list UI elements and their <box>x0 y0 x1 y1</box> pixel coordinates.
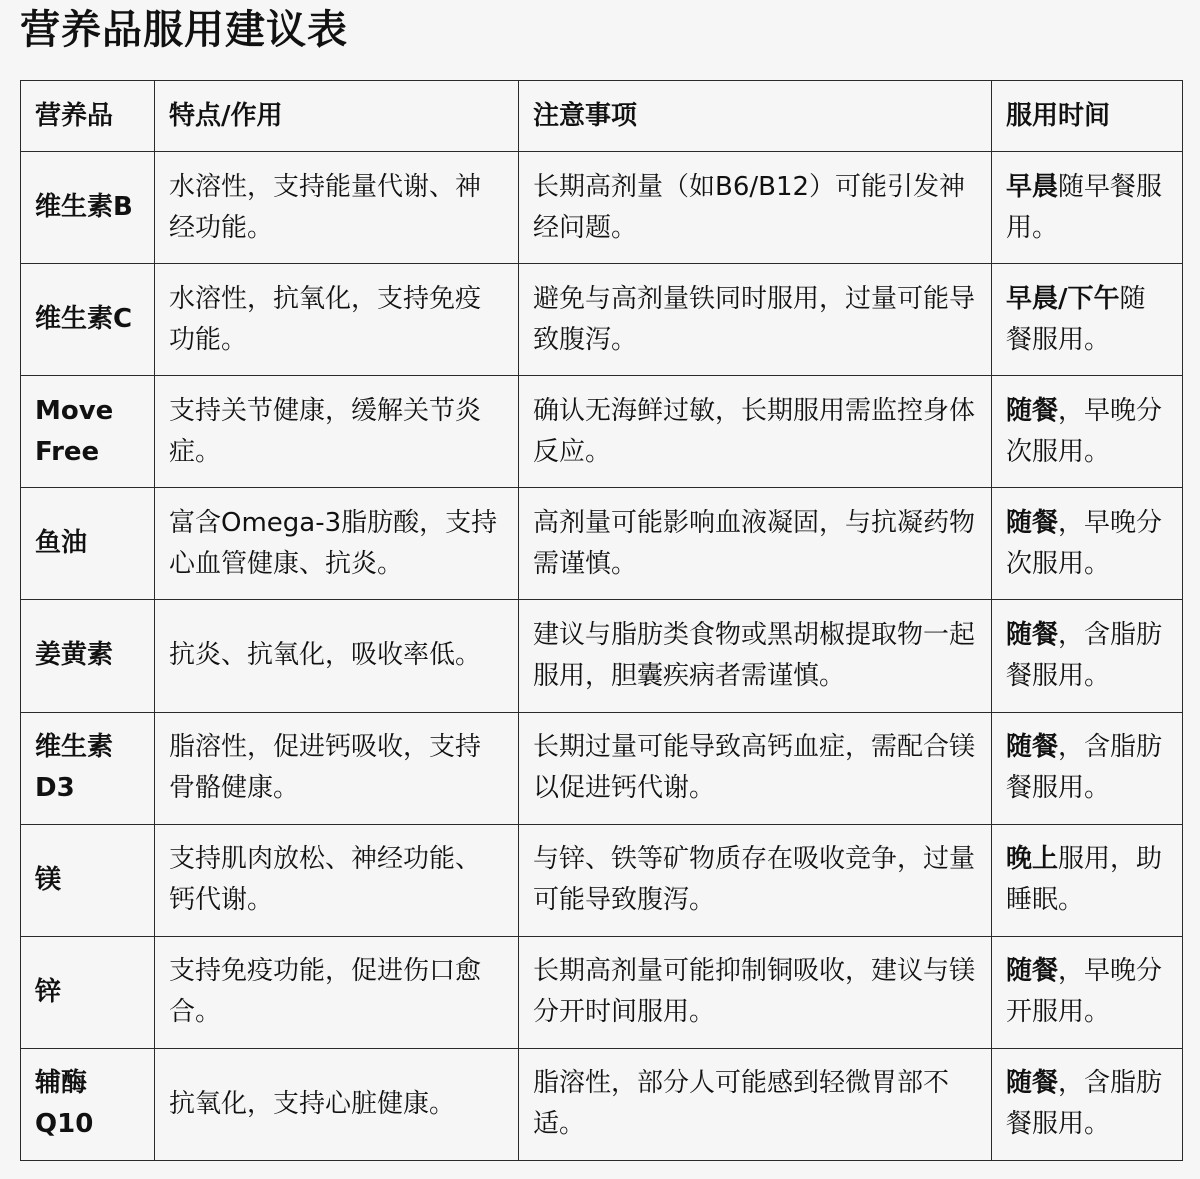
caution-cell: 与锌、铁等矿物质存在吸收竞争，过量可能导致腹泻。 <box>519 824 992 936</box>
supplement-name: 辅酶Q10 <box>21 1048 155 1160</box>
timing-detail: ，早晚分次服用。 <box>1006 395 1163 467</box>
timing-cell <box>992 712 1183 824</box>
feature-cell: 脂溶性，促进钙吸收，支持骨骼健康。 <box>155 712 519 824</box>
supplement-name: 维生素B <box>21 152 155 264</box>
timing-detail: ，含脂肪餐服用。 <box>1006 732 1163 804</box>
feature-cell: 支持免疫功能，促进伤口愈合。 <box>155 936 519 1048</box>
feature-cell: 水溶性，支持能量代谢、神经功能。 <box>155 152 519 264</box>
timing-detail: ，早晚分开服用。 <box>1006 956 1163 1028</box>
table-row <box>21 488 1183 600</box>
timing-cell <box>992 1048 1183 1160</box>
table-row <box>21 152 1183 264</box>
timing-detail: 随早餐服用。 <box>1006 171 1163 243</box>
supplement-table <box>20 80 1183 1161</box>
feature-cell: 水溶性，抗氧化，支持免疫功能。 <box>155 264 519 376</box>
timing-highlight: 早晨 <box>1006 171 1059 202</box>
caution-cell: 长期过量可能导致高钙血症，需配合镁以促进钙代谢。 <box>519 712 992 824</box>
timing-cell <box>992 600 1183 712</box>
caution-cell: 确认无海鲜过敏，长期服用需监控身体反应。 <box>519 376 992 488</box>
supplement-name: Move Free <box>21 376 155 488</box>
timing-detail: 服用，助睡眠。 <box>1006 844 1163 916</box>
supplement-name: 姜黄素 <box>21 600 155 712</box>
caution-cell: 建议与脂肪类食物或黑胡椒提取物一起服用，胆囊疾病者需谨慎。 <box>519 600 992 712</box>
table-row <box>21 824 1183 936</box>
table-row <box>21 1048 1183 1160</box>
table-row <box>21 600 1183 712</box>
timing-highlight: 晚上 <box>1006 844 1059 875</box>
timing-highlight: 随餐 <box>1006 619 1059 650</box>
feature-cell: 抗氧化，支持心脏健康。 <box>155 1048 519 1160</box>
timing-cell <box>992 376 1183 488</box>
caution-cell: 高剂量可能影响血液凝固，与抗凝药物需谨慎。 <box>519 488 992 600</box>
timing-highlight: 早晨/下午 <box>1006 283 1120 314</box>
caution-cell: 脂溶性，部分人可能感到轻微胃部不适。 <box>519 1048 992 1160</box>
timing-highlight: 随餐 <box>1006 507 1059 538</box>
timing-detail: ，含脂肪餐服用。 <box>1006 1068 1163 1140</box>
timing-detail: ，含脂肪餐服用。 <box>1006 619 1163 691</box>
timing-detail: 随餐服用。 <box>1006 283 1146 355</box>
timing-cell <box>992 936 1183 1048</box>
timing-highlight: 随餐 <box>1006 395 1059 426</box>
timing-cell <box>992 824 1183 936</box>
timing-detail: ，早晚分次服用。 <box>1006 507 1163 579</box>
supplement-name: 维生素D3 <box>21 712 155 824</box>
header-timing: 服用时间 <box>992 81 1183 152</box>
supplement-name: 维生素C <box>21 264 155 376</box>
timing-cell <box>992 264 1183 376</box>
table-row <box>21 376 1183 488</box>
supplement-name: 鱼油 <box>21 488 155 600</box>
supplement-name: 锌 <box>21 936 155 1048</box>
header-feature: 特点/作用 <box>155 81 519 152</box>
supplement-name: 镁 <box>21 824 155 936</box>
table-header-row <box>21 81 1183 152</box>
page-title: 营养品服用建议表 <box>20 7 348 53</box>
header-supplement: 营养品 <box>21 81 155 152</box>
timing-highlight: 随餐 <box>1006 732 1059 763</box>
table-row <box>21 264 1183 376</box>
caution-cell: 长期高剂量可能抑制铜吸收，建议与镁分开时间服用。 <box>519 936 992 1048</box>
caution-cell: 长期高剂量（如B6/B12）可能引发神经问题。 <box>519 152 992 264</box>
caution-cell: 避免与高剂量铁同时服用，过量可能导致腹泻。 <box>519 264 992 376</box>
timing-highlight: 随餐 <box>1006 956 1059 987</box>
feature-cell: 抗炎、抗氧化，吸收率低。 <box>155 600 519 712</box>
feature-cell: 富含Omega-3脂肪酸，支持心血管健康、抗炎。 <box>155 488 519 600</box>
timing-cell <box>992 488 1183 600</box>
feature-cell: 支持肌肉放松、神经功能、钙代谢。 <box>155 824 519 936</box>
timing-highlight: 随餐 <box>1006 1068 1059 1099</box>
header-caution: 注意事项 <box>519 81 992 152</box>
table-row <box>21 712 1183 824</box>
table-row <box>21 936 1183 1048</box>
feature-cell: 支持关节健康，缓解关节炎症。 <box>155 376 519 488</box>
timing-cell <box>992 152 1183 264</box>
